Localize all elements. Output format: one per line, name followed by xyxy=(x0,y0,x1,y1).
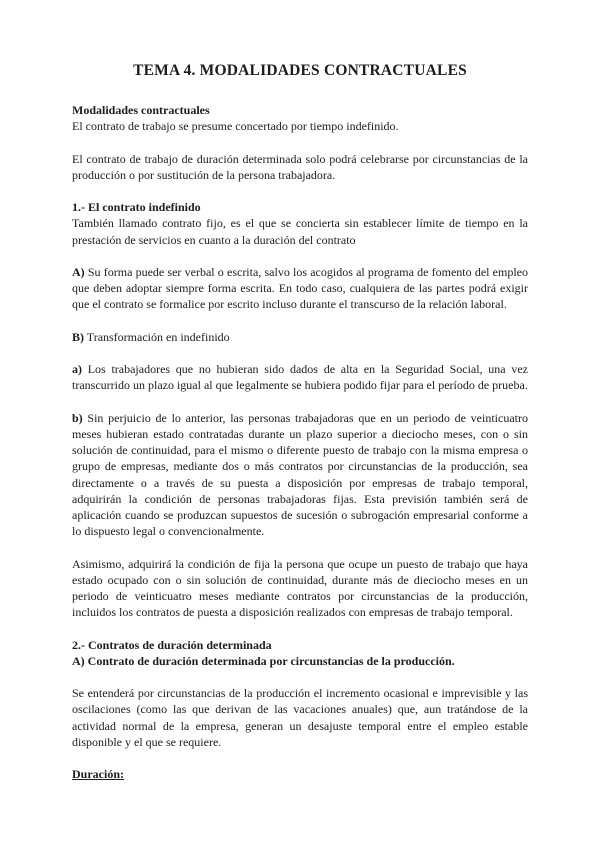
heading-modalidades-contractuales: Modalidades contractuales xyxy=(72,103,210,117)
heading-duracion xyxy=(72,766,528,782)
paragraph-text: Transformación en indefinido xyxy=(84,329,230,344)
paragraph-veinticuatro-meses xyxy=(72,410,528,540)
paragraph-contrato-fijo: También llamado contrato fijo, es el que se concierta sin establecer límite de tiempo en la prestación de servicios en cuanto a la duración del contrato xyxy=(72,216,528,247)
paragraph-trabajadores-alta xyxy=(72,361,528,393)
paragraph-duracion-determinada-intro: El contrato de trabajo de duración determinada solo podrá celebrarse por circunstancias de la producción o por sustitución de la persona trabajadora. xyxy=(72,151,528,182)
heading-contratos-duracion-determinada: 2.- Contratos de duración determinada xyxy=(72,637,272,652)
item-label-b-minus: b) xyxy=(72,410,83,425)
paragraph-asimismo: Asimismo, adquirirá la condición de fija la persona que ocupe un puesto de trabajo que haya estado ocupado con o sin solución de continuidad, durante más de dieciocho meses en un periodo de veinticuatro meses mediante contratos por circunstancias de la producción, incluidos los contratos de puesta a disposición realizados con empresas de trabajo temporal. xyxy=(72,556,528,620)
item-label-a-minus: a) xyxy=(72,362,82,377)
paragraph-transformacion-b xyxy=(72,329,528,345)
paragraph-presuncion-indefinido: El contrato de trabajo se presume concertado por tiempo indefinido. xyxy=(72,119,399,134)
paragraph-text: Los trabajadores que no hubieran sido dados de alta en la Seguridad Social, una vez transcurrido un plazo igual al que legalmente se hubiera podido fijar para el período de prueba. xyxy=(72,362,528,393)
heading-duracion-text: Duración: xyxy=(72,767,124,782)
item-label-a-mayus: A) xyxy=(72,264,85,279)
heading-circunstancias-produccion: A) Contrato de duración determinada por circunstancias de la producción. xyxy=(72,653,455,668)
item-label-b-mayus: B) xyxy=(72,329,84,344)
heading-contrato-indefinido: 1.- El contrato indefinido xyxy=(72,200,201,215)
paragraph-text: Sin perjuicio de lo anterior, las personas trabajadoras que en un periodo de veinticuatro meses hubieran estado contratadas durante un plazo superior a dieciocho meses, con o sin solución de continuidad, para el mismo o diferente puesto de trabajo con la misma empresa o grupo de empresas, mediante dos o más contratos por circunstancias de la producción, sea directamente o a través de su puesta a disposición por empresas de trabajo temporal, adquirirán la condición de personas trabajadoras fijas. Esta previsión también será de aplicación cuando se produzcan supuestos de sucesión o subrogación empresarial conforme a lo dispuesto legal o convencionalmente. xyxy=(72,410,528,539)
paragraph-forma-a xyxy=(72,264,528,313)
paragraph-text: Su forma puede ser verbal o escrita, salvo los acogidos al programa de fomento del empleo que deben adoptar siempre forma escrita. En todo caso, cualquiera de las partes podrá exigir que el contrato se formalice por escrito incluso durante el transcurso de la relación laboral. xyxy=(72,264,528,312)
document-title: TEMA 4. MODALIDADES CONTRACTUALES xyxy=(133,62,467,79)
paragraph-se-entendera: Se entenderá por circunstancias de la producción el incremento ocasional e imprevisible y las oscilaciones (como las que derivan de las vacaciones anuales) que, aun tratándose de la actividad normal de la empresa, generan un desajuste temporal entre el empleo estable disponible y el que se requiere. xyxy=(72,686,528,749)
